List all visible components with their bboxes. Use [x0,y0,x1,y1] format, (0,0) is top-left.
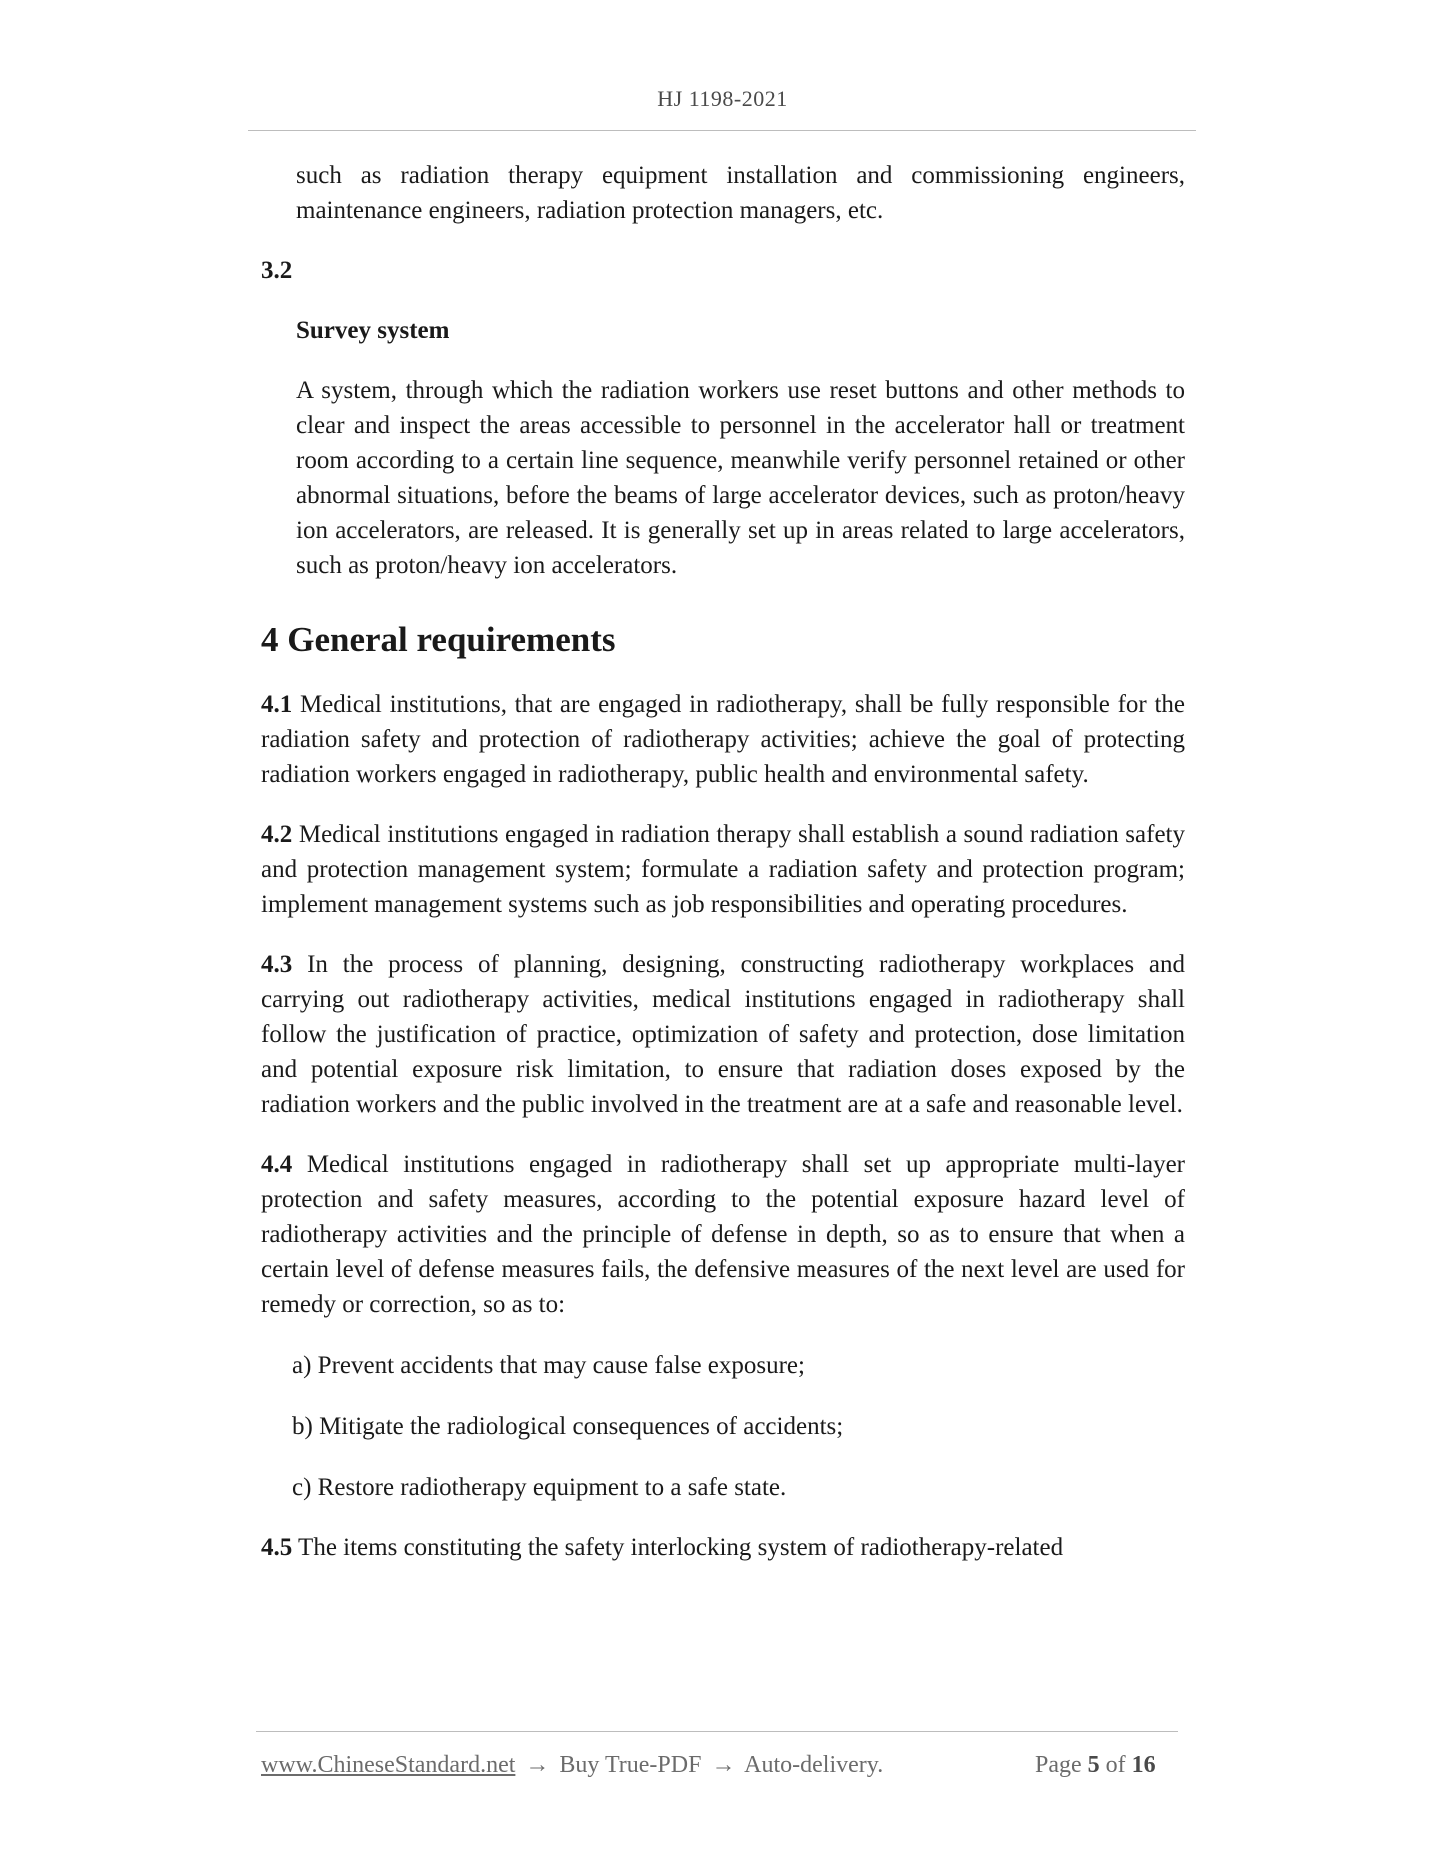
clause-4-5-number: 4.5 [261,1534,293,1561]
clause-4-5 [261,1530,1185,1565]
footer-buy-text: Buy True-PDF [559,1752,702,1778]
header-divider [248,130,1196,131]
clause-4-3-number: 4.3 [261,951,293,978]
clause-4-4 [261,1147,1185,1322]
arrow-right-icon: → [525,1752,550,1778]
clause-4-1 [261,687,1185,792]
clause-4-1-number: 4.1 [261,691,293,718]
clause-4-5-text: The items constituting the safety interlocking system of radiotherapy-related [292,1534,1064,1561]
clause-4-4-number: 4.4 [261,1151,293,1178]
footer-divider [256,1731,1178,1732]
clause-4-3-text: In the process of planning, designing, constructing radiotherapy workplaces and carrying out radiotherapy activities, medical institutions engaged in radiotherapy shall follow the justification of practice, optimization of safety and protection, dose limitation and potential exposure risk limitation, to ensure that radiation doses exposed by the radiation workers and the public involved in the treatment are at a safe and reasonable level. [261,951,1185,1118]
clause-4-4-text: Medical institutions engaged in radiotherapy shall set up appropriate multi-layer protection and safety measures, according to the potential exposure hazard level of radiotherapy activities and the principle of defense in depth, so as to ensure that when a certain level of defense measures fails, the defensive measures of the next level are used for remedy or correction, so as to: [261,1151,1185,1318]
clause-4-2-number: 4.2 [261,821,293,848]
page-total: 16 [1131,1752,1156,1778]
list-item-c: c) Restore radiotherapy equipment to a safe state. [292,1474,787,1501]
of-label: of [1105,1752,1126,1778]
list-item-a: a) Prevent accidents that may cause false exposure; [292,1352,805,1379]
clause-4-2-text: Medical institutions engaged in radiation therapy shall establish a sound radiation safety and protection management system; formulate a radiation safety and protection program; implement management systems such as job responsibilities and operating procedures. [261,821,1185,918]
clause-3-2-title: Survey system [296,317,450,344]
clause-4-3 [261,947,1185,1122]
arrow-right-icon: → [711,1752,736,1778]
section-4-heading: 4 General requirements [261,620,616,659]
clause-3-2-definition: A system, through which the radiation workers use reset buttons and other methods to clear and inspect the areas accessible to personnel in the accelerator hall or treatment room according to a certain line sequence, meanwhile verify personnel retained or other abnormal situations, before the beams of large accelerator devices, such as proton/heavy ion accelerators, are released. It is generally set up in areas related to large accelerators, such as proton/heavy ion accelerators. [296,377,1185,579]
continuation-paragraph: such as radiation therapy equipment installation and commissioning engineers, maintenance engineers, radiation protection managers, etc. [296,162,1185,224]
clause-4-1-text: Medical institutions, that are engaged in radiotherapy, shall be fully responsible for the radiation safety and protection of radiotherapy activities; achieve the goal of protecting radiation workers engaged in radiotherapy, public health and environmental safety. [261,691,1185,788]
document-body [261,158,1185,1565]
footer-site-link[interactable]: www.ChineseStandard.net [261,1752,516,1778]
footer-delivery-text: Auto-delivery. [744,1752,884,1778]
page-label: Page [1035,1752,1082,1778]
clause-3-2-number: 3.2 [261,257,293,284]
clause-4-2 [261,817,1185,922]
page-number-indicator [1035,1752,1156,1779]
list-item-b: b) Mitigate the radiological consequences of accidents; [292,1413,844,1440]
footer-promo [261,1752,883,1779]
page-header-title: HJ 1198-2021 [657,86,788,111]
page-current: 5 [1087,1752,1100,1778]
